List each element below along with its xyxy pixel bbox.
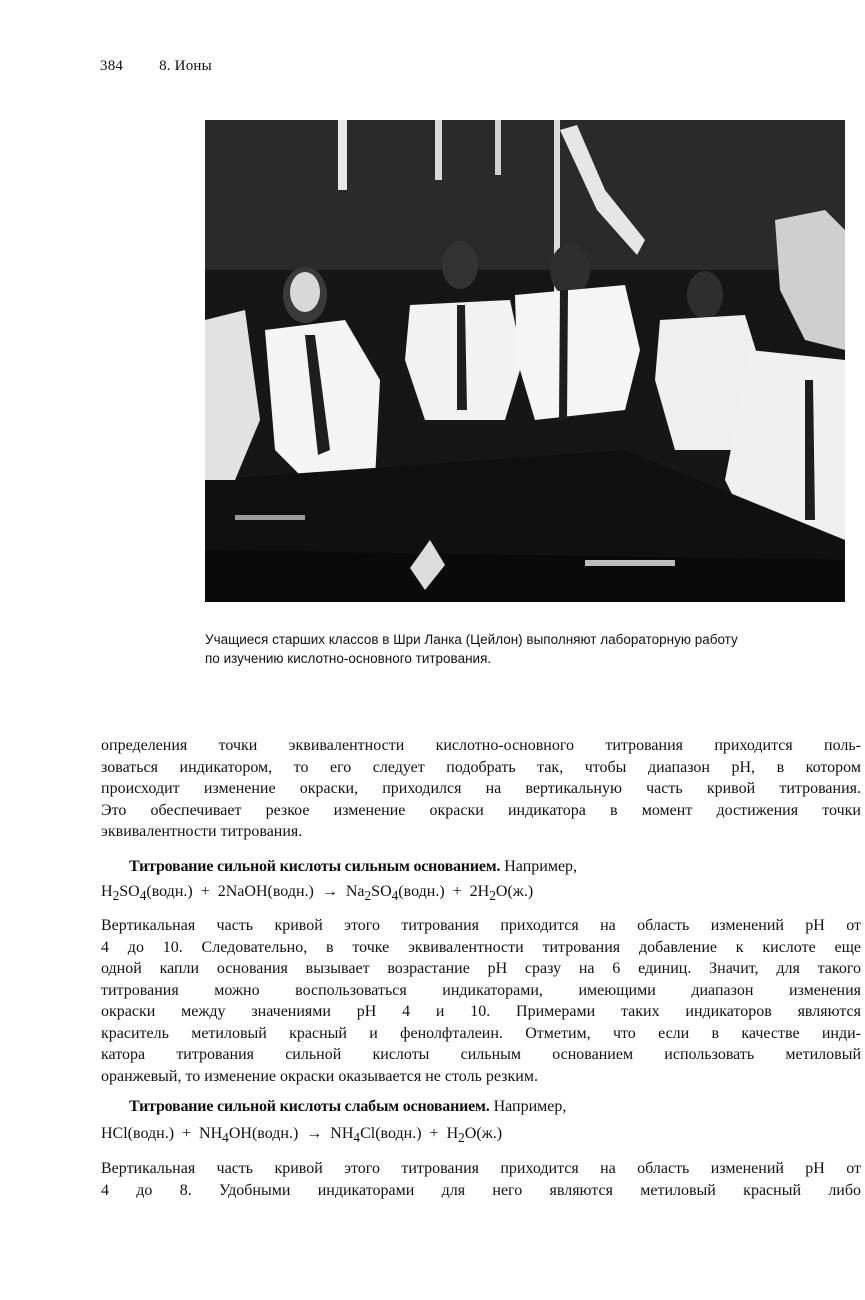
paragraph-strong-weak bbox=[101, 1158, 861, 1201]
equation-hcl-nh4oh bbox=[101, 1123, 502, 1149]
state-label: (ж.) bbox=[476, 1125, 503, 1142]
text-line: Вертикальная часть кривой этого титрования приходится на область изменений pH от bbox=[101, 1160, 861, 1177]
page-number: 384 bbox=[100, 58, 124, 74]
formula-part: NH bbox=[330, 1125, 354, 1142]
caption-line: по изучению кислотно-основного титрования. bbox=[205, 651, 492, 666]
text-line: зоваться индикатором, то его следует подобрать так, чтобы диапазон pH, в котором bbox=[101, 758, 861, 776]
formula-part: H bbox=[101, 883, 113, 900]
formula-subscript: 2 bbox=[458, 1130, 465, 1146]
equation-h2so4-naoh bbox=[101, 881, 533, 907]
paragraph-strong-strong bbox=[101, 915, 861, 1087]
formula-part: NH bbox=[199, 1125, 223, 1142]
plus-sign: + bbox=[182, 1125, 192, 1142]
formula-subscript: 4 bbox=[222, 1130, 229, 1146]
state-label: (водн.) bbox=[398, 883, 445, 900]
section-heading-strong-strong bbox=[129, 856, 577, 878]
text-line: окраски между значениями pH 4 и 10. Примерами таких индикаторов являются bbox=[101, 1003, 861, 1020]
section-title: Титрование сильной кислоты слабым основанием. bbox=[129, 1098, 490, 1115]
chapter-title: 8. Ионы bbox=[159, 58, 212, 74]
text-line: титрования можно воспользоваться индикаторами, имеющими диапазон изменения bbox=[101, 981, 861, 999]
text-line: Это обеспечивает резкое изменение окраски индикатора в момент достижения точки bbox=[101, 801, 861, 819]
section-lead: Например, bbox=[500, 858, 578, 875]
state-label: (водн.) bbox=[127, 1125, 175, 1142]
photo-caption bbox=[205, 630, 865, 668]
state-label: (ж.) bbox=[507, 883, 534, 900]
formula-subscript: 2 bbox=[112, 888, 120, 904]
section-heading-strong-weak bbox=[129, 1096, 566, 1118]
text-line: катора титрования сильной кислоты сильным основанием использовать метиловый bbox=[101, 1046, 861, 1063]
caption-line: Учащиеся старших классов в Шри Ланка (Цейлон) выполняют лабораторную работу bbox=[205, 632, 738, 647]
formula-part: 2NaOH bbox=[217, 883, 268, 900]
text-line: краситель метиловый красный и фенолфталеин. Отметим, что если в качестве инди- bbox=[101, 1024, 861, 1042]
text-line: Вертикальная часть кривой этого титрования приходится на область изменений pH от bbox=[101, 917, 861, 934]
state-label: (водн.) bbox=[267, 883, 314, 900]
formula-subscript: 2 bbox=[364, 888, 372, 904]
text-line: одной капли основания вызывает возрастание pH сразу на 6 единиц. Значит, для такого bbox=[101, 960, 861, 977]
formula-subscript: 4 bbox=[391, 888, 399, 904]
text-line: 4 до 8. Удобными индикаторами для него являются метиловый красный либо bbox=[101, 1181, 861, 1199]
formula-subscript: 4 bbox=[353, 1130, 361, 1146]
running-header bbox=[100, 58, 212, 75]
formula-subscript: 2 bbox=[489, 888, 496, 904]
state-label: (водн.) bbox=[251, 1125, 299, 1142]
formula-subscript: 4 bbox=[139, 888, 147, 904]
text-line: происходит изменение окраски, приходился на вертикальную часть кривой титрования. bbox=[101, 780, 861, 797]
text-line: 4 до 10. Следовательно, в точке эквивалентности титрования добавление к кислоте еще bbox=[101, 938, 861, 956]
plus-sign: + bbox=[200, 883, 210, 900]
plus-sign: + bbox=[452, 883, 462, 900]
formula-part: SO bbox=[371, 883, 392, 900]
paragraph-indicator-choice bbox=[101, 735, 861, 843]
formula-part: 2H bbox=[469, 883, 490, 900]
formula-part: O bbox=[495, 883, 508, 900]
section-title: Титрование сильной кислоты сильным основанием. bbox=[129, 858, 501, 875]
text-line: оранжевый, то изменение окраски оказывается не столь резким. bbox=[101, 1067, 538, 1085]
plus-sign: + bbox=[429, 1125, 439, 1142]
formula-part: HCl bbox=[101, 1125, 128, 1142]
formula-part: H bbox=[446, 1125, 459, 1142]
formula-part: OH bbox=[228, 1125, 252, 1142]
state-label: (водн.) bbox=[375, 1125, 422, 1142]
formula-part: O bbox=[464, 1125, 477, 1142]
reaction-arrow: → bbox=[306, 1125, 323, 1142]
formula-part: Cl bbox=[360, 1125, 376, 1142]
section-lead: Например, bbox=[489, 1098, 567, 1115]
text-line: эквивалентности титрования. bbox=[101, 823, 303, 840]
formula-part: SO bbox=[119, 883, 140, 900]
state-label: (водн.) bbox=[146, 883, 193, 900]
reaction-arrow: → bbox=[321, 883, 338, 900]
photo-students-laboratory bbox=[205, 120, 845, 602]
formula-part: Na bbox=[345, 883, 365, 900]
text-line: определения точки эквивалентности кислотно-основного титрования приходится поль- bbox=[101, 737, 861, 754]
